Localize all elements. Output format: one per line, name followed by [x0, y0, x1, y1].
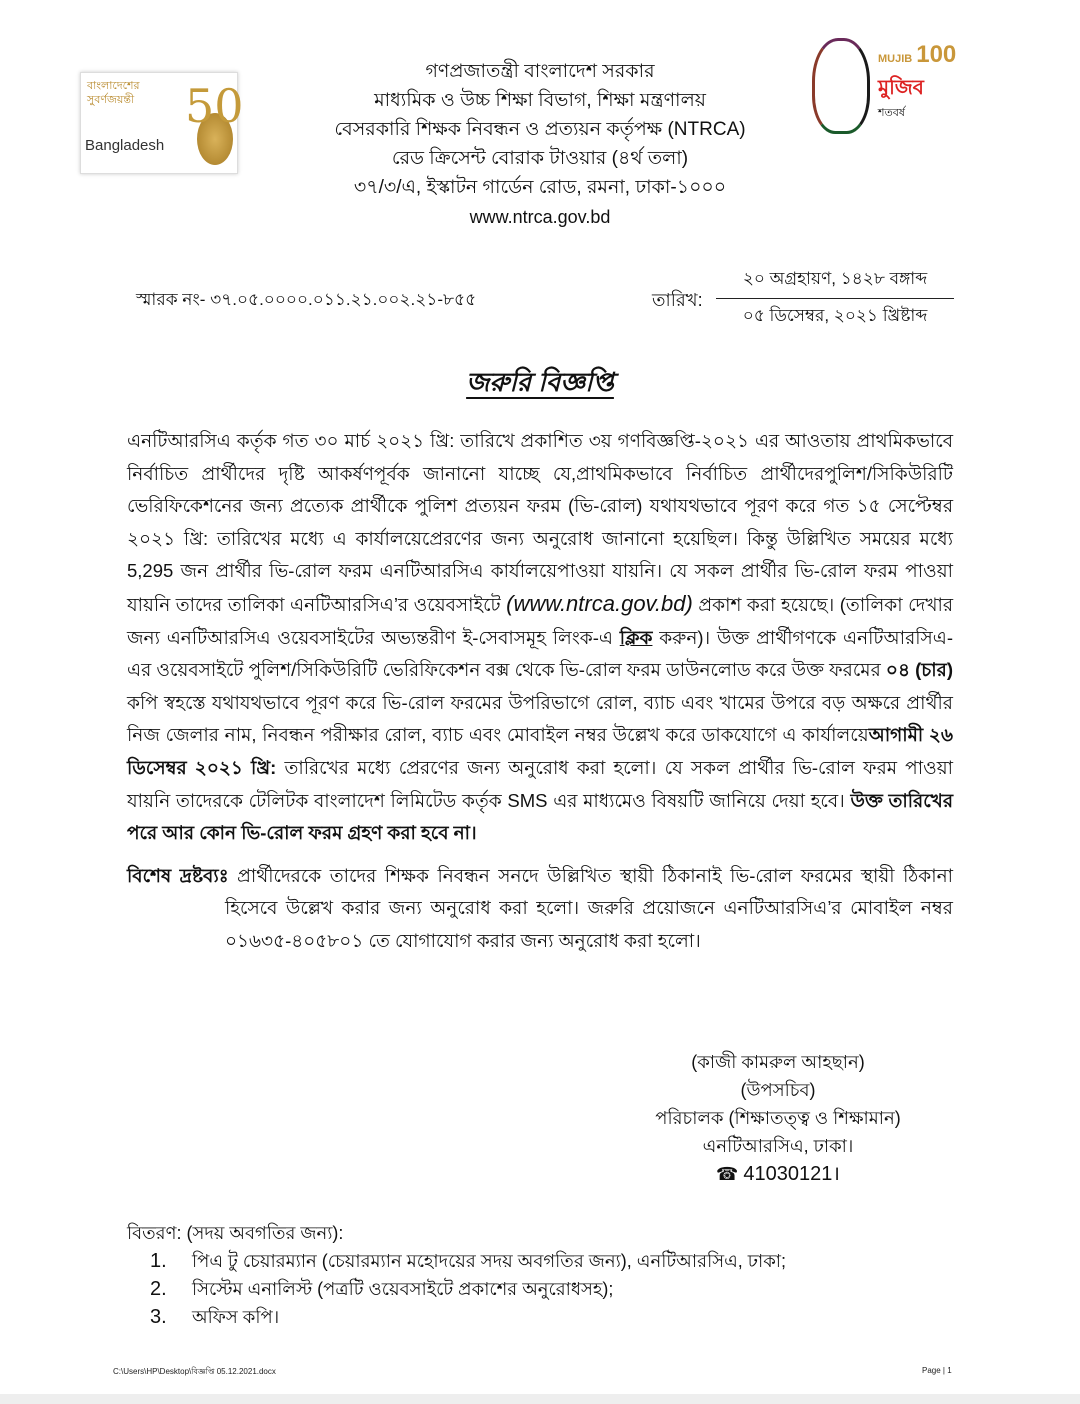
- date-gregorian: ০৫ ডিসেম্বর, ২০২১ খ্রিষ্টাব্দ: [742, 306, 928, 325]
- notice-body: [127, 425, 953, 850]
- list-item: [150, 1303, 953, 1331]
- notice-title-text: জরুরি বিজ্ঞপ্তি: [466, 367, 614, 397]
- final-warning: উক্ত তারিখের পরে আর কোন ভি-রোল ফরম গ্রহণ করা হবে না।: [127, 789, 953, 844]
- mujib-sub-text: শতবর্ষ: [878, 107, 905, 119]
- signatory-rank: (উপসচিব): [740, 1079, 816, 1100]
- logo-bn-line2: সুবর্ণজয়ন্তী: [87, 94, 135, 106]
- signatory-phone: [620, 1160, 936, 1188]
- list-number: 2.: [150, 1277, 167, 1300]
- date-divider: [716, 298, 954, 299]
- body-text: কপি স্বহস্তে যথাযথভাবে পূরণ করে ভি-রোল ফরমের উপরিভাগে রোল, ব্যাচ এবং খামের উপরে বড় অক্ষরে প্রার্থীর নিজ জেলার নাম, নিবন্ধন পরীক্ষার রোল, ব্যাচ এবং মোবাইল নম্বর উল্লেখ করে ডাকযোগে এ কার্যালয়ে: [127, 691, 953, 746]
- list-number: 3.: [150, 1305, 167, 1328]
- signatory-office: এনটিআরসিএ, ঢাকা।: [702, 1136, 854, 1157]
- click-link[interactable]: ক্লিক: [619, 626, 653, 648]
- signatory-designation: পরিচালক (শিক্ষাতত্ত্ব ও শিক্ষামান): [655, 1107, 901, 1128]
- body-text: তারিখের মধ্যে প্রেরণের জন্য অনুরোধ করা হলো। যে সকল প্রার্থীর ভি-রোল ফরম পাওয়া যায়নি তাদেরকে টেলিটক বাংলাদেশ লিমিটেড কর্তৃক SMS এর মাধ্যমেও বিষয়টি জানিয়ে দেয়া হবে।: [127, 756, 953, 811]
- bottom-bar: [0, 1394, 1080, 1404]
- body-text: এনটিআরসিএ কর্তৃক গত ৩০ মার্চ ২০২১ খ্রি: তারিখে প্রকাশিত ৩য় গণবিজ্ঞপ্তি-২০২১ এর আওতায় প্রাথমিকভাবে নির্বাচিত প্রার্থীদের দৃষ্টি আকর্ষণপূর্বক জানানো যাচ্ছে যে,প্রাথমিকভাবে নির্বাচিত প্রার্থীদেরপুলিশ/সিকিউরিটি ভেরিফিকেশনের জন্য প্রত্যেক প্রার্থীকে পুলিশ প্রত্যয়ন ফরম (ভি-রোল) যথাযথভাবে পূরণ করে গত ১৫ সেপ্টেম্বর ২০২১ খ্রি: তারিখের মধ্যে এ কার্যালয়েপ্রেরণের জন্য অনুরোধ জানানো হয়েছিল। কিন্তু উল্লিখিত সময়ের মধ্যে 5,295 জন প্রার্থীর ভি-রোল ফরম এনটিআরসিএ কার্যালয়েপাওয়া যায়নি। যে সকল প্রার্থীর ভি-রোল ফরম পাওয়া যায়নি তাদের তালিকা এনটিআরসিএ’র ওয়েবসাইটে: [127, 430, 953, 615]
- mujib-number: 100: [916, 41, 957, 68]
- date-block: [716, 266, 954, 331]
- website-link[interactable]: (www.ntrca.gov.bd): [506, 590, 693, 616]
- document-body: [127, 425, 953, 1331]
- header-line-org: বেসরকারি শিক্ষক নিবন্ধন ও প্রত্যয়ন কর্তৃপক্ষ (NTRCA): [334, 119, 746, 140]
- list-item: [150, 1247, 953, 1275]
- special-note-label: বিশেষ দ্রষ্টব্যঃ: [127, 864, 229, 886]
- header-line-govt: গণপ্রজাতন্ত্রী বাংলাদেশ সরকার: [425, 61, 655, 82]
- phone-icon: ☎: [715, 1164, 739, 1185]
- distribution-list: [150, 1247, 953, 1331]
- footer-file-path: C:\Users\HP\Desktop\বিজ্ঞপ্তি 05.12.2021.docx: [113, 1367, 276, 1376]
- signatory-name: (কাজী কামরুল আহছান): [691, 1051, 865, 1072]
- body-text: প্রকাশ করা হয়েছে। (তালিকা দেখার জন্য এনটিআরসিএ ওয়েবসাইটের অভ্যন্তরীণ ই-সেবাসমূহ লিংক-এ: [127, 593, 954, 648]
- list-number: 1.: [150, 1249, 167, 1272]
- distribution-label: বিতরণ: (সদয় অবগতির জন্য):: [127, 1222, 344, 1243]
- body-text: করুন)। উক্ত প্রার্থীগণকে এনটিআরসিএ-এর ওয়েবসাইটে পুলিশ/সিকিউরিটি ভেরিফিকেশন বক্স থেকে ভি-রোল ফরম ডাউনলোড করে উক্ত ফরমের: [127, 626, 953, 681]
- phone-number: 41030121।: [743, 1163, 840, 1186]
- deadline: আগামী ২৬ ডিসেম্বর ২০২১ খ্রি:: [127, 724, 953, 778]
- notice-title: [0, 362, 1080, 406]
- memo-number: স্মারক নং- ৩৭.০৫.০০০০.০১১.২১.০০২.২১-৮৫৫: [136, 290, 477, 309]
- logo-bn-line1: বাংলাদেশের: [87, 80, 140, 92]
- signature-block: [620, 1048, 936, 1189]
- list-text: অফিস কপি।: [192, 1306, 280, 1327]
- mujib-en-text: MUJIB: [878, 53, 913, 65]
- footer-page-number: Page | 1: [922, 1366, 952, 1375]
- list-text: সিস্টেম এনালিস্ট (পত্রটি ওয়েবসাইটে প্রকাশের অনুরোধসহ);: [192, 1278, 614, 1299]
- date-bangla: ২০ অগ্রহায়ণ, ১৪২৮ বঙ্গাব্দ: [742, 269, 928, 288]
- header-line-ministry: মাধ্যমিক ও উচ্চ শিক্ষা বিভাগ, শিক্ষা মন্ত্রণালয়: [374, 90, 706, 111]
- header-line-building: রেড ক্রিসেন্ট বোরাক টাওয়ার (৪র্থ তলা): [391, 148, 689, 169]
- copy-count: ০৪ (চার): [885, 659, 953, 681]
- header-line-address: ৩৭/৩/এ, ইস্কাটন গার্ডেন রোড, রমনা, ঢাকা-১০০০: [353, 177, 727, 198]
- list-item: [150, 1275, 953, 1303]
- list-text: পিএ টু চেয়ারম্যান (চেয়ারম্যান মহোদয়ের সদয় অবগতির জন্য), এনটিআরসিএ, ঢাকা;: [192, 1250, 787, 1271]
- special-note: [127, 860, 953, 958]
- special-note-text: প্রার্থীদেরকে তাদের শিক্ষক নিবন্ধন সনদে উল্লিখিত স্থায়ী ঠিকানাই ভি-রোল ফরমের স্থায়ী ঠিকানা হিসেবে উল্লেখ করার জন্য অনুরোধ করা হলো। জরুরি প্রয়োজনে এনটিআরসিএ’র মোবাইল নম্বর ০১৬৩৫-৪০৫৮০১ তে যোগাযোগ করার জন্য অনুরোধ করা হলো।: [225, 864, 953, 951]
- mujib-bn-text: মুজিব: [878, 77, 924, 99]
- logo-en-text: Bangladesh: [85, 137, 165, 154]
- logo-number: 50: [185, 79, 244, 133]
- header-website: www.ntrca.gov.bd: [469, 207, 611, 227]
- date-label: তারিখ:: [652, 290, 703, 310]
